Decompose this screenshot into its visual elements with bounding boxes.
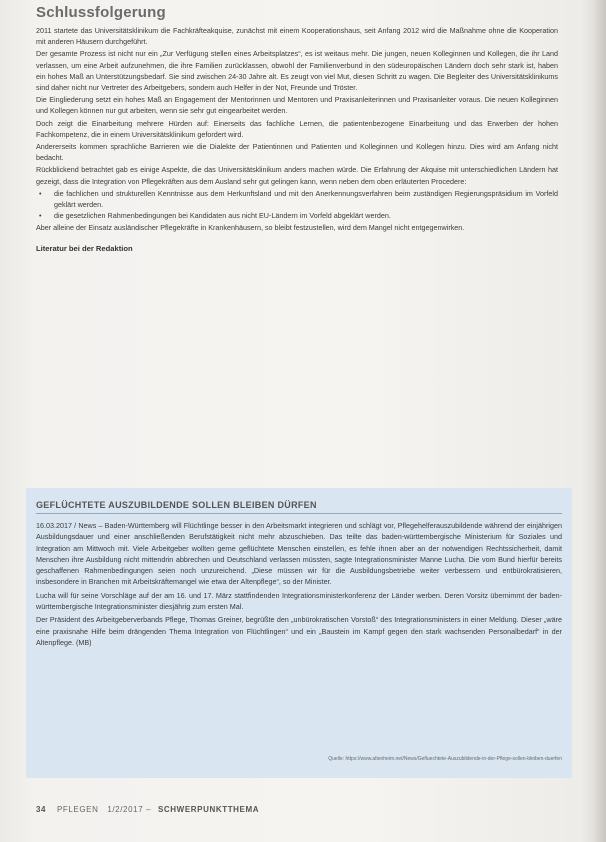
article-body [36,4,558,253]
article-paragraph: Der gesamte Prozess ist nicht nur ein „Zur Verfügung stellen eines Arbeitsplatzes“, es ist weitaus mehr. Die jungen, neuen Kolleginnen und Kollegen, die ihr Land verlassen, um eine Arbeit aufzunehmen, die ihre Familien zurücklassen, obwohl der Familienverbund in den südeuropäischen Ländern doch sehr stark ist, haben ein hohes Maß an Unterstützungsbedarf. Sie sind zwischen 24-30 Jahre alt. Es zeugt von viel Mut, diesen Schritt zu wagen. Die Begleiter des Universitätsklinikums sind daher nicht nur Vertreter des Arbeitgebers, sondern auch Helfer in der Not, Freunde und Tröster. [36,49,558,93]
issue-number: 1/2/2017 [107,805,144,814]
bullet-item [39,188,558,210]
news-paragraph: 16.03.2017 / News – Baden-Württemberg will Flüchtlinge besser in den Arbeitsmarkt integrieren und schlägt vor, Pflegehelferauszubildende während der einjährigen Ausbildungsdauer und einer anschließenden Berufstätigkeit nicht mehr abzuschieben. Das teilte das baden-württembergische Ministerium für Soziales und Integration am Mittwoch mit. Viele Arbeitgeber wollten gerne geflüchtete Menschen einstellen, es fehle ihnen aber an der notwendigen Rechtssicherheit, damit Menschen ihre Ausbildung nicht mittendrin abbrechen und Deutschland verlassen müssten, sagte Integrationsminister Manne Lucha. Die vom Bund hierfür bereits geschaffenen Rahmenbedingungen seien noch unzureichend. „Diese müssen wir für die Ausbildungsbetriebe weiter verbessern und entbürokratisieren, insbesondere in Branchen mit Arbeitskräftemangel wie etwa der Altenpflege“, so der Minister. [36,521,562,587]
magazine-name: PFLEGEN [56,805,99,814]
news-source: Quelle: https://www.altenheim.net/News/Gefluechtete-Auszubildende-in-der-Pflege-sollen-bleiben-duerfen [328,756,562,762]
section-heading: Schlussfolgerung [36,4,166,21]
news-title: GEFLÜCHTETE AUSZUBILDENDE SOLLEN BLEIBEN DÜRFEN [36,500,317,510]
page-number: 34 [36,805,47,814]
bullet-icon: • [39,211,42,221]
closing-paragraph: Aber alleine der Einsatz ausländischer Pflegekräfte in Krankenhäusern, so bleibt festzustellen, wird dem Mangel nicht entgegenwirken. [36,223,465,233]
article-paragraph: Die Eingliederung setzt ein hohes Maß an Engagement der Mentorinnen und Mentoren und Praxisanleiterinnen und Praxisanleiter voraus. Die neuen Kolleginnen und Kollegen können nur gut arbeiten, wenn sie sehr gut eingearbeitet werden. [36,95,558,116]
article-paragraph: Andererseits kommen sprachliche Barrieren wie die Dialekte der Patientinnen und Patienten und Kolleginnen und Kollegen hinzu. Dies wird am Anfang nicht bedacht. [36,142,558,163]
bullet-icon: • [39,188,42,198]
literature-note: Literatur bei der Redaktion [36,243,133,253]
bullet-item [39,210,558,221]
news-paragraph: Lucha will für seine Vorschläge auf der am 16. und 17. März stattfindenden Integrationsministerkonferenz der Länder werben. Deren Vorsitz übernimmt der baden-württembergische Integrationsminister diesjährig zum ersten Mal. [36,590,562,612]
bullet-list [36,188,558,222]
footer-separator: – [146,805,152,814]
page-footer [36,805,259,814]
bullet-text: die gesetzlichen Rahmenbedingungen bei Kandidaten aus nicht EU-Ländern im Vorfeld abgeklärt werden. [54,211,391,221]
article-paragraph: Doch zeigt die Einarbeitung mehrere Hürden auf: Einerseits das fachliche Lernen, die patientenbezogene Einarbeitung und das Erwerben der hohen Fachkompetenz, die in einem Universitätsklinikum gefordert wird. [36,118,558,139]
news-paragraph: Der Präsident des Arbeitgeberverbands Pflege, Thomas Greiner, begrüßte den „unbürokratischen Vorstoß“ des Integrationsministers in einer Meldung. Dieser „wäre eine praxisnahe Hilfe beim drängenden Thema Integration von Flüchtlingen“ und ein „Baustein im Kampf gegen den stark wachsenden Personalbedarf“ in der Altenpflege. (MB) [36,615,562,647]
bullet-text: die fachlichen und strukturellen Kenntnisse aus dem Herkunftsland und mit den Anerkennungsverfahren beim zuständigen Regierungspräsidium im Vorfeld geklärt werden. [54,188,558,210]
news-box [26,488,572,778]
news-divider [36,513,562,514]
page-spine-shadow [592,0,606,842]
news-content [36,500,562,650]
article-paragraph: 2011 startete das Universitätsklinikum die Fachkräfteakquise, zunächst mit einem Kooperationshaus, seit Anfang 2012 wird die Maßnahme ohne die Kooperation mit anderen Häusern durchgeführt. [36,26,558,47]
section-name: SCHWERPUNKTTHEMA [157,805,260,814]
article-paragraph: Rückblickend betrachtet gab es einige Aspekte, die das Universitätsklinikum anders machen würde. Die Erfahrung der Akquise mit unterschiedlichen Ländern hat gezeigt, dass die Integration von Pflegekräften aus dem Ausland sehr gut gelingen kann, wenn neben dem oben erläuterten Procedere: [36,165,558,186]
